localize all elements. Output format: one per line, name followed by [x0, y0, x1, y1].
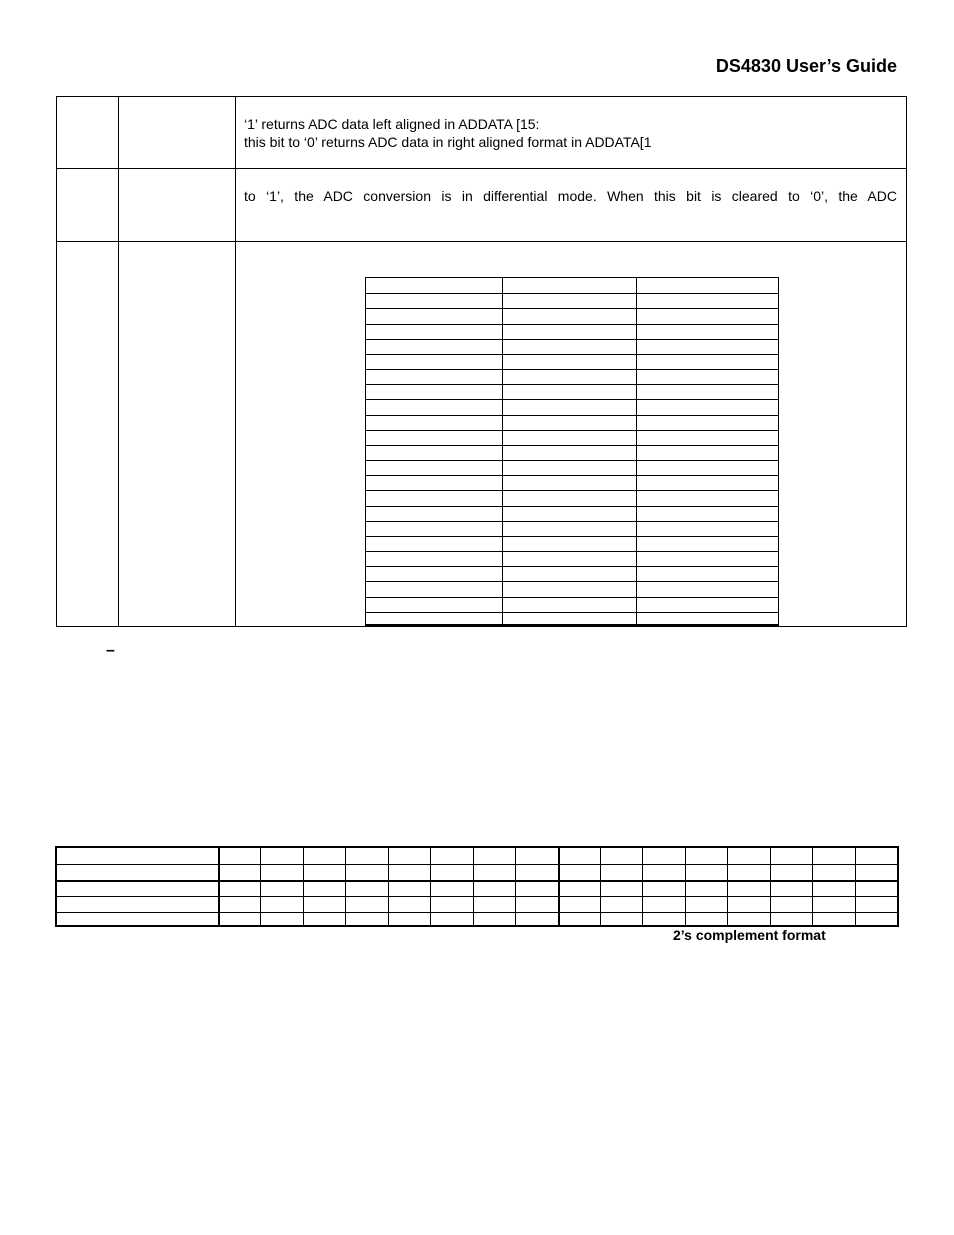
table-row-divider [366, 566, 778, 567]
table-column-divider [685, 848, 686, 925]
table-column-divider [558, 848, 560, 925]
channel-select-table [365, 277, 779, 626]
bit-description-line: this bit to ‘0’ returns ADC data in right aligned format in ADDATA[1 [244, 134, 652, 150]
table-row-divider [366, 384, 778, 385]
table-row-divider [366, 475, 778, 476]
table-row-divider [366, 324, 778, 325]
table-column-divider [727, 848, 728, 925]
row-divider [57, 168, 906, 169]
column-divider [502, 278, 503, 625]
table-row-divider [366, 521, 778, 522]
table-column-divider [218, 848, 220, 925]
table-column-divider [260, 848, 261, 925]
adc-data-format-table [55, 846, 899, 927]
row-divider [57, 241, 906, 242]
table-row-divider [366, 597, 778, 598]
table-column-divider [770, 848, 771, 925]
table-row-divider [366, 536, 778, 537]
table-column-divider [642, 848, 643, 925]
table-row-divider [57, 896, 897, 897]
column-divider [636, 278, 637, 625]
data-format-caption: 2’s complement format [673, 927, 826, 943]
table-row-divider [366, 354, 778, 355]
table-column-divider [855, 848, 856, 925]
table-column-divider [515, 848, 516, 925]
table-row-divider [366, 612, 778, 613]
bit-description-line: ‘1’ returns ADC data left aligned in ADDATA [15: [244, 116, 540, 132]
table-row-divider [57, 864, 897, 865]
table-row-divider [366, 490, 778, 491]
table-row-divider [366, 445, 778, 446]
table-column-divider [600, 848, 601, 925]
table-column-divider [303, 848, 304, 925]
table-row-divider [366, 581, 778, 582]
bit-description-table [56, 96, 907, 627]
table-column-divider [388, 848, 389, 925]
table-row-divider [366, 460, 778, 461]
table-column-divider [345, 848, 346, 925]
table-row-divider [57, 912, 897, 913]
table-row-divider [366, 506, 778, 507]
section-dash: – [106, 642, 115, 659]
table-row-divider [57, 880, 897, 882]
table-row-divider [366, 308, 778, 309]
table-row-divider [366, 293, 778, 294]
column-divider [118, 97, 119, 626]
table-row-divider [366, 551, 778, 552]
bit-description-line: to ‘1’, the ADC conversion is in differential mode. When this bit is cleared to ‘0’, the ADC [244, 188, 897, 204]
table-row-divider [366, 415, 778, 416]
table-column-divider [812, 848, 813, 925]
table-column-divider [430, 848, 431, 925]
table-row-divider [366, 369, 778, 370]
table-row-divider [366, 399, 778, 400]
table-row-divider [366, 339, 778, 340]
document-title: DS4830 User’s Guide [715, 56, 897, 76]
table-column-divider [473, 848, 474, 925]
column-divider [235, 97, 236, 626]
table-row-divider [366, 430, 778, 431]
table-bottom-border [366, 624, 778, 626]
